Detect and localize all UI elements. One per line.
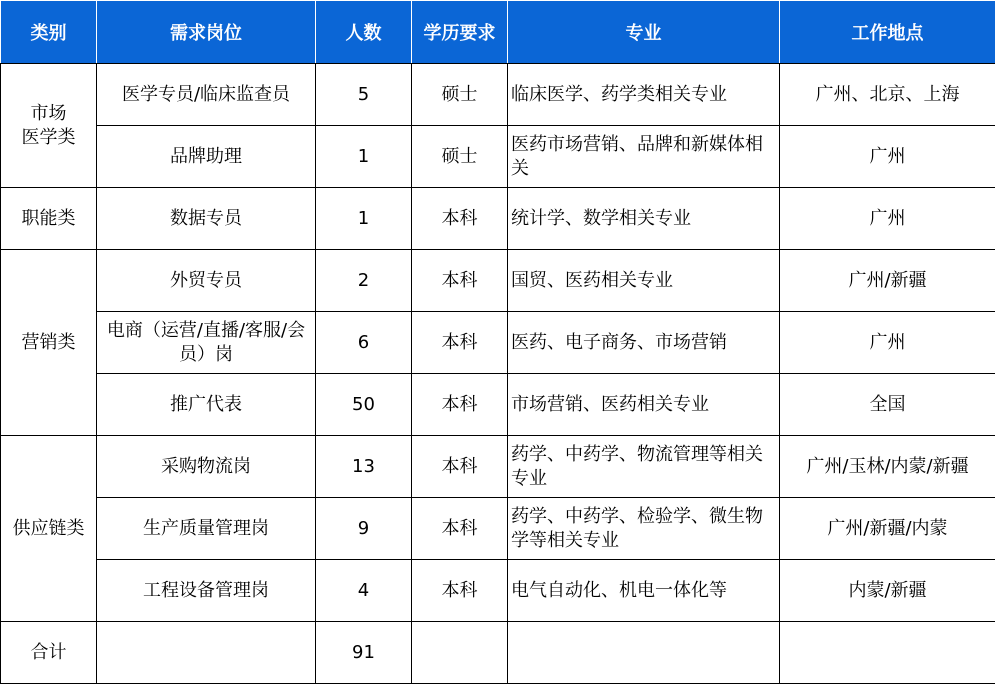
header-position: 需求岗位: [97, 1, 316, 64]
major-cell: 医药市场营销、品牌和新媒体相关: [508, 126, 780, 188]
table-row: [1, 64, 995, 126]
count-cell: 5: [316, 64, 412, 126]
category-cell: 市场 医学类: [1, 64, 97, 188]
position-cell: 医学专员/临床监查员: [97, 64, 316, 126]
count-cell: 2: [316, 250, 412, 312]
education-cell: 硕士: [412, 64, 508, 126]
table-row: [1, 436, 995, 498]
major-cell: 市场营销、医药相关专业: [508, 374, 780, 436]
header-row: [1, 1, 995, 64]
position-cell: 工程设备管理岗: [97, 560, 316, 622]
major-cell: 临床医学、药学类相关专业: [508, 64, 780, 126]
education-cell: 本科: [412, 436, 508, 498]
major-cell: 医药、电子商务、市场营销: [508, 312, 780, 374]
education-cell: 本科: [412, 560, 508, 622]
education-cell: 本科: [412, 498, 508, 560]
location-cell: 广州: [780, 126, 995, 188]
major-cell: 电气自动化、机电一体化等: [508, 560, 780, 622]
major-cell: 药学、中药学、检验学、微生物学等相关专业: [508, 498, 780, 560]
count-cell: 13: [316, 436, 412, 498]
location-cell: 广州/新疆/内蒙: [780, 498, 995, 560]
count-cell: 9: [316, 498, 412, 560]
table-row: [1, 560, 995, 622]
education-cell: 本科: [412, 188, 508, 250]
location-cell: 广州、北京、上海: [780, 64, 995, 126]
header-education: 学历要求: [412, 1, 508, 64]
position-cell: 品牌助理: [97, 126, 316, 188]
count-cell: 4: [316, 560, 412, 622]
table-row: [1, 126, 995, 188]
location-cell: 内蒙/新疆: [780, 560, 995, 622]
major-cell: 统计学、数学相关专业: [508, 188, 780, 250]
table-row: [1, 250, 995, 312]
header-location: 工作地点: [780, 1, 995, 64]
header-major: 专业: [508, 1, 780, 64]
total-count: 91: [316, 622, 412, 684]
count-cell: 6: [316, 312, 412, 374]
empty-cell: [780, 622, 995, 684]
table-row: [1, 312, 995, 374]
location-cell: 广州/玉林/内蒙/新疆: [780, 436, 995, 498]
position-cell: 电商（运营/直播/客服/会员）岗: [97, 312, 316, 374]
header-category: 类别: [1, 1, 97, 64]
education-cell: 硕士: [412, 126, 508, 188]
category-cell: 职能类: [1, 188, 97, 250]
table-row: [1, 188, 995, 250]
category-cell: 营销类: [1, 250, 97, 436]
position-cell: 外贸专员: [97, 250, 316, 312]
count-cell: 1: [316, 188, 412, 250]
location-cell: 广州: [780, 188, 995, 250]
category-cell: 供应链类: [1, 436, 97, 622]
empty-cell: [508, 622, 780, 684]
count-cell: 1: [316, 126, 412, 188]
empty-cell: [412, 622, 508, 684]
position-cell: 采购物流岗: [97, 436, 316, 498]
education-cell: 本科: [412, 374, 508, 436]
education-cell: 本科: [412, 250, 508, 312]
header-count: 人数: [316, 1, 412, 64]
total-label: 合计: [1, 622, 97, 684]
count-cell: 50: [316, 374, 412, 436]
table-row: [1, 374, 995, 436]
table-row: [1, 498, 995, 560]
major-cell: 国贸、医药相关专业: [508, 250, 780, 312]
education-cell: 本科: [412, 312, 508, 374]
position-cell: 推广代表: [97, 374, 316, 436]
total-row: [1, 622, 995, 684]
location-cell: 全国: [780, 374, 995, 436]
location-cell: 广州: [780, 312, 995, 374]
empty-cell: [97, 622, 316, 684]
location-cell: 广州/新疆: [780, 250, 995, 312]
position-cell: 生产质量管理岗: [97, 498, 316, 560]
position-cell: 数据专员: [97, 188, 316, 250]
major-cell: 药学、中药学、物流管理等相关专业: [508, 436, 780, 498]
